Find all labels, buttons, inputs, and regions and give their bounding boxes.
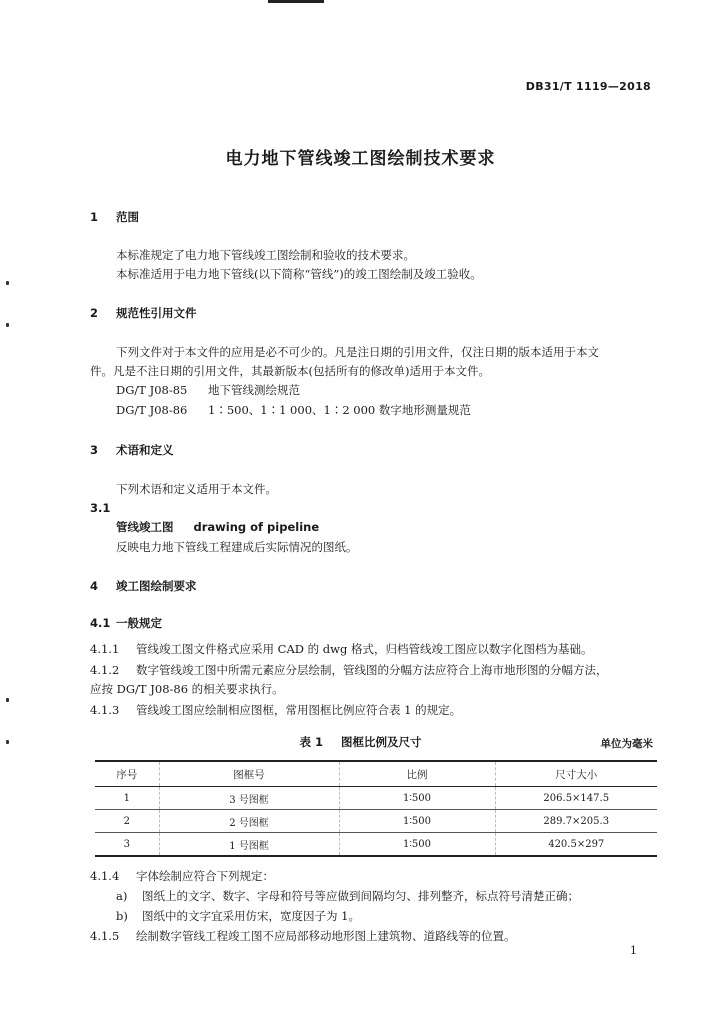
section-4-heading: 4 竣工图绘制要求 — [90, 579, 197, 593]
margin-mark — [6, 698, 9, 702]
subsection-4-1-heading: 4.1 一般规定 — [90, 616, 162, 630]
clause-4-1-3: 4.1.3 管线竣工图应绘制相应图框，常用图框比例应符合表 1 的规定。 — [90, 703, 462, 717]
term-entry — [116, 519, 319, 535]
clause-4-1-1: 4.1.1 管线竣工图文件格式应采用 CAD 的 dwg 格式，归档管线竣工图应以数字化图档为基础。 — [90, 642, 593, 656]
term-definition: 反映电力地下管线工程建成后实际情况的图纸。 — [116, 540, 358, 554]
section-2-para-line-1: 下列文件对于本文件的应用是必不可少的。凡是注日期的引用文件，仅注日期的版本适用于本文 — [116, 345, 599, 359]
table-cell: 3 号图框 — [159, 787, 339, 810]
table-caption: 表 1 图框比例及尺寸 — [299, 735, 422, 749]
margin-mark — [6, 281, 9, 285]
page-number: 1 — [630, 944, 637, 957]
table-row — [95, 810, 657, 833]
top-edge-bar — [268, 0, 324, 3]
table-unit: 单位为毫米 — [600, 738, 653, 750]
section-2-heading: 2 规范性引用文件 — [90, 306, 197, 320]
term-english: drawing of pipeline — [193, 520, 320, 534]
section-1-para-1: 本标准规定了电力地下管线竣工图绘制和验收的技术要求。 — [116, 248, 415, 262]
normative-reference: DG/T J08-85 地下管线测绘规范 — [116, 383, 300, 397]
table-cell: 2 号图框 — [159, 810, 339, 833]
term-chinese: 管线竣工图 — [116, 520, 174, 534]
table-cell: 3 — [123, 838, 130, 850]
clause-4-1-2-line-2: 应按 DG/T J08-86 的相关要求执行。 — [90, 682, 284, 696]
margin-mark — [6, 323, 9, 327]
table-cell: 1∶500 — [339, 787, 495, 810]
section-1-heading: 1 范围 — [90, 210, 139, 224]
table-cell: 206.5×147.5 — [495, 787, 657, 810]
frame-scale-table — [95, 760, 657, 857]
clause-4-1-5: 4.1.5 绘制数字管线工程竣工图不应局部移动地形图上建筑物、道路线等的位置。 — [90, 929, 516, 943]
table-cell: 1∶500 — [339, 810, 495, 833]
table-header-row — [95, 761, 657, 787]
table-header-cell: 图框号 — [159, 761, 339, 787]
clause-4-1-4-item-a: a) 图纸上的文字、数字、字母和符号等应做到间隔均匀、排列整齐，标点符号清楚正确； — [116, 889, 579, 903]
normative-reference: DG/T J08-86 1∶500、1∶1 000、1∶2 000 数字地形测量规范 — [116, 403, 471, 417]
section-1-para-2: 本标准适用于电力地下管线(以下简称“管线”)的竣工图绘制及竣工验收。 — [116, 267, 482, 281]
table-cell: 420.5×297 — [495, 833, 657, 857]
table-row — [95, 833, 657, 857]
table-cell: 1 号图框 — [159, 833, 339, 857]
standard-number: DB31/T 1119—2018 — [525, 80, 651, 93]
table-cell: 1∶500 — [339, 833, 495, 857]
table-header-cell: 比例 — [339, 761, 495, 787]
clause-4-1-4-item-b: b) 图纸中的文字宜采用仿宋，宽度因子为 1。 — [116, 909, 360, 923]
term-number: 3.1 — [90, 501, 111, 515]
clause-4-1-2-line-1: 4.1.2 数字管线竣工图中所需元素应分层绘制，管线图的分幅方法应符合上海市地形图的分幅方法， — [90, 663, 608, 677]
table-header-cell: 尺寸大小 — [495, 761, 657, 787]
table-cell: 289.7×205.3 — [495, 810, 657, 833]
section-3-heading: 3 术语和定义 — [90, 443, 174, 457]
table-header-cell: 序号 — [116, 768, 138, 781]
section-3-para: 下列术语和定义适用于本文件。 — [116, 482, 277, 496]
clause-4-1-4: 4.1.4 字体绘制应符合下列规定： — [90, 869, 274, 883]
table-cell: 2 — [123, 815, 130, 827]
document-title: 电力地下管线竣工图绘制技术要求 — [225, 149, 496, 169]
section-2-para-line-2: 件。凡是不注日期的引用文件，其最新版本(包括所有的修改单)适用于本文件。 — [90, 364, 490, 378]
table-row — [95, 787, 657, 810]
table-cell: 1 — [123, 792, 130, 804]
